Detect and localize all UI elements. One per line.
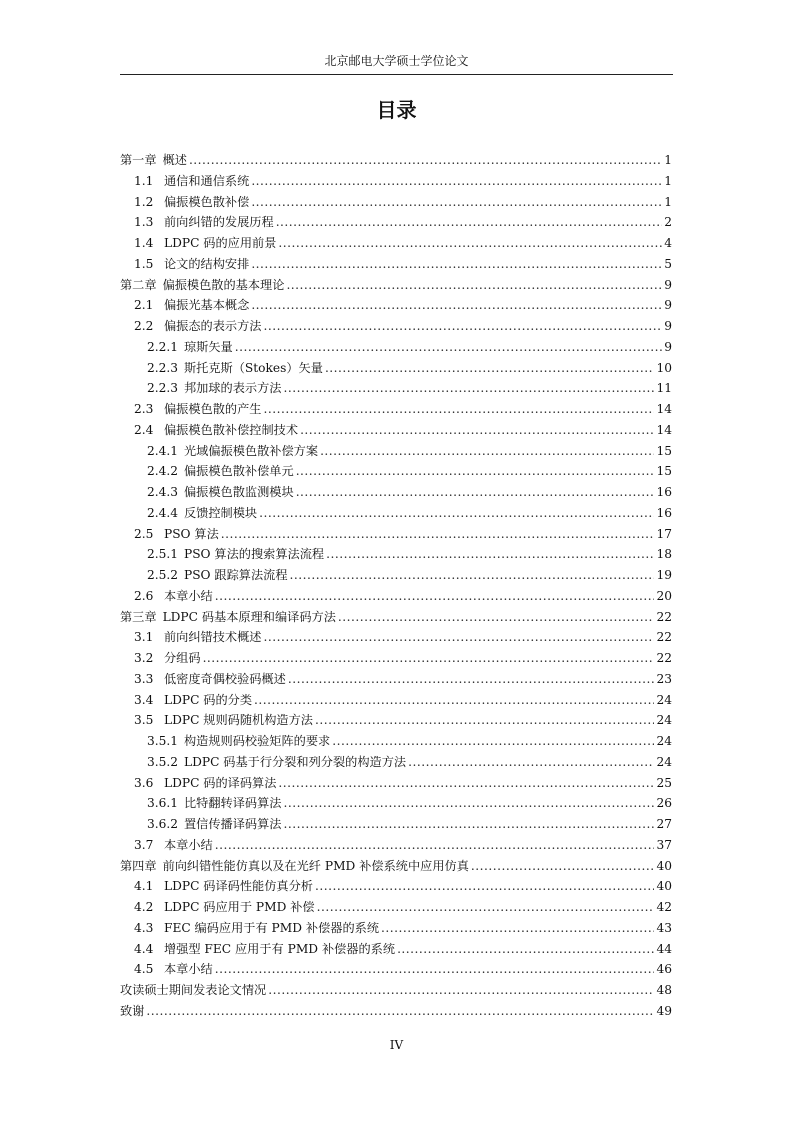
toc-entry-title: 前向纠错技术概述 <box>164 630 262 645</box>
dot-leader <box>268 980 654 1001</box>
dot-leader <box>286 275 662 296</box>
toc-entry-number: 第四章 <box>120 858 157 873</box>
dot-leader <box>278 773 654 794</box>
toc-entry-page: 26 <box>656 796 672 811</box>
toc-entry-number: 2.5.1 <box>147 547 179 562</box>
toc-entry-number: 3.6.2 <box>147 817 179 831</box>
toc-entry-number: 第一章 <box>120 153 157 167</box>
toc-entry[interactable] <box>120 275 672 296</box>
toc-entry-page: 1 <box>664 194 672 209</box>
page-title: 目录 <box>376 98 417 122</box>
dot-leader <box>325 358 655 379</box>
dot-leader <box>284 793 655 814</box>
toc-entry-title: 概述 <box>162 153 187 167</box>
dot-leader <box>296 461 655 482</box>
toc-entry-page: 25 <box>656 775 672 790</box>
toc-entry-page: 1 <box>664 173 672 188</box>
toc-entry-page: 40 <box>656 879 672 894</box>
toc-entry-title: 反馈控制模块 <box>184 505 258 520</box>
dot-leader <box>215 586 655 607</box>
toc-entry-page: 24 <box>656 754 672 769</box>
toc-entry[interactable] <box>120 607 672 628</box>
toc-entry-title: LDPC 码的译码算法 <box>164 775 277 790</box>
toc-entry-page: 24 <box>656 713 672 728</box>
toc-entry-title: 攻读硕士期间发表论文情况 <box>120 983 267 997</box>
toc-entry-page: 46 <box>656 962 672 977</box>
toc-entry-number: 1.3 <box>134 215 154 230</box>
toc-entry-number: 2.6 <box>134 588 154 603</box>
dot-leader <box>215 835 655 856</box>
toc-entry[interactable] <box>120 461 672 482</box>
page-number: IV <box>389 1038 404 1052</box>
toc-entry[interactable] <box>120 897 672 918</box>
toc-entry-number: 3.2 <box>134 651 154 665</box>
toc-entry-number: 2.4 <box>134 422 154 437</box>
toc-entry-title: 偏振模色散补偿控制技术 <box>164 422 299 437</box>
toc-entry-page: 4 <box>664 236 672 250</box>
toc-entry-title: 偏振模色散补偿单元 <box>184 464 294 479</box>
toc-entry-title: 偏振模色散监测模块 <box>184 485 294 499</box>
toc-entry[interactable] <box>120 150 672 171</box>
toc-entry-page: 15 <box>656 443 672 458</box>
toc-entry-page: 10 <box>656 360 672 375</box>
toc-entry[interactable] <box>120 192 672 213</box>
toc-entry[interactable] <box>120 918 672 939</box>
toc-entry-number: 2.2.3 <box>147 381 179 396</box>
toc-entry[interactable] <box>120 233 672 254</box>
toc-entry-number: 3.4 <box>134 692 154 707</box>
toc-entry[interactable] <box>120 835 672 856</box>
toc-entry-number: 4.5 <box>134 962 154 977</box>
toc-entry[interactable] <box>120 773 672 794</box>
toc-entry-title: LDPC 规则码随机构造方法 <box>164 713 313 728</box>
toc-entry-title: LDPC 码基于行分裂和列分裂的构造方法 <box>184 754 407 769</box>
toc-entry-title: PSO 算法 <box>164 526 219 541</box>
table-of-contents <box>120 150 672 1022</box>
toc-entry[interactable] <box>120 358 672 379</box>
toc-entry-number: 2.1 <box>134 298 154 313</box>
toc-entry[interactable] <box>120 752 672 773</box>
toc-entry[interactable] <box>120 856 672 877</box>
toc-entry-page: 23 <box>656 671 672 686</box>
dot-leader <box>276 212 662 233</box>
toc-entry-number: 2.2 <box>134 319 154 333</box>
toc-entry-title: LDPC 码的应用前景 <box>164 236 277 250</box>
toc-entry-title: 置信传播译码算法 <box>184 817 282 831</box>
toc-entry[interactable] <box>120 939 672 960</box>
toc-entry[interactable] <box>120 980 672 1001</box>
toc-entry-number: 2.5.2 <box>147 568 179 582</box>
dot-leader <box>397 939 654 960</box>
toc-entry-number: 3.6.1 <box>147 796 179 811</box>
toc-entry[interactable] <box>120 212 672 233</box>
toc-entry-page: 1 <box>664 153 672 167</box>
dot-leader <box>251 295 662 316</box>
toc-entry-title: 低密度奇偶校验码概述 <box>164 671 286 686</box>
toc-entry[interactable] <box>120 378 672 399</box>
toc-entry-number: 1.2 <box>134 194 154 209</box>
toc-entry-number: 2.4.4 <box>147 505 179 520</box>
toc-entry-title: 琼斯矢量 <box>184 339 233 354</box>
toc-entry-page: 42 <box>656 900 672 914</box>
dot-leader <box>332 731 654 752</box>
toc-entry[interactable] <box>120 524 672 545</box>
dot-leader <box>264 316 663 337</box>
toc-entry-number: 3.5.1 <box>147 734 179 748</box>
toc-entry[interactable] <box>120 710 672 731</box>
toc-entry-number: 3.1 <box>134 630 154 645</box>
toc-entry-title: PSO 算法的搜索算法流程 <box>184 547 325 562</box>
toc-entry-number: 3.7 <box>134 837 154 852</box>
toc-entry-page: 49 <box>656 1003 672 1018</box>
toc-entry-page: 9 <box>664 277 672 292</box>
toc-entry[interactable] <box>120 648 672 669</box>
dot-leader <box>221 524 655 545</box>
toc-entry[interactable] <box>120 337 672 358</box>
dot-leader <box>338 607 655 628</box>
dot-leader <box>215 959 655 980</box>
toc-entry-page: 2 <box>664 215 672 230</box>
toc-entry-number: 3.3 <box>134 671 154 686</box>
toc-entry-page: 9 <box>664 298 672 313</box>
toc-entry-title: 前向纠错的发展历程 <box>164 215 274 230</box>
toc-entry-page: 14 <box>656 402 672 416</box>
toc-entry-number: 3.5 <box>134 713 154 728</box>
toc-entry-page: 15 <box>656 464 672 479</box>
toc-entry-page: 20 <box>656 588 672 603</box>
toc-entry-number: 2.3 <box>134 402 154 416</box>
toc-entry-title: 通信和通信系统 <box>164 173 250 188</box>
toc-entry-number: 3.5.2 <box>147 754 179 769</box>
toc-entry-number: 1.4 <box>134 236 154 250</box>
toc-entry-page: 16 <box>656 505 672 520</box>
toc-entry[interactable] <box>120 503 672 524</box>
toc-entry-page: 16 <box>656 485 672 499</box>
dot-leader <box>317 897 655 918</box>
dot-leader <box>315 876 655 897</box>
toc-entry[interactable] <box>120 793 672 814</box>
toc-entry-page: 22 <box>656 651 672 665</box>
toc-entry[interactable] <box>120 254 672 275</box>
toc-entry-title: LDPC 码的分类 <box>164 692 253 707</box>
toc-entry-number: 1.5 <box>134 256 154 271</box>
toc-entry-title: 偏振态的表示方法 <box>164 319 262 333</box>
dot-leader <box>264 627 655 648</box>
dot-leader <box>235 337 662 358</box>
toc-entry[interactable] <box>120 171 672 192</box>
toc-entry-page: 43 <box>656 920 672 935</box>
toc-entry-page: 24 <box>656 734 672 748</box>
toc-entry-title: FEC 编码应用于有 PMD 补偿器的系统 <box>164 920 380 935</box>
toc-entry-number: 2.2.1 <box>147 339 179 354</box>
toc-entry-title: PSO 跟踪算法流程 <box>184 568 288 582</box>
toc-entry[interactable] <box>120 959 672 980</box>
dot-leader <box>315 710 655 731</box>
dot-leader <box>288 669 655 690</box>
toc-entry-title: 本章小结 <box>164 588 213 603</box>
toc-entry-page: 11 <box>656 381 672 396</box>
toc-entry-page: 24 <box>656 692 672 707</box>
toc-entry-page: 17 <box>656 526 672 541</box>
toc-entry-number: 2.2.3 <box>147 360 179 375</box>
toc-entry-title: 偏振模色散的产生 <box>164 402 262 416</box>
toc-entry-page: 9 <box>664 339 672 354</box>
toc-entry-title: 光域偏振模色散补偿方案 <box>184 443 319 458</box>
dot-leader <box>290 565 655 586</box>
toc-entry-number: 1.1 <box>134 173 154 188</box>
dot-leader <box>284 378 655 399</box>
dot-leader <box>381 918 654 939</box>
toc-entry-title: LDPC 码译码性能仿真分析 <box>164 879 313 894</box>
toc-entry-page: 22 <box>656 609 672 624</box>
toc-entry[interactable] <box>120 544 672 565</box>
toc-entry[interactable] <box>120 316 672 337</box>
toc-entry-number: 4.2 <box>134 900 154 914</box>
toc-entry-number: 4.1 <box>134 879 154 894</box>
toc-entry[interactable] <box>120 420 672 441</box>
dot-leader <box>284 814 655 835</box>
toc-entry-title: 偏振模色散的基本理论 <box>162 277 285 292</box>
toc-entry-title: 分组码 <box>164 651 201 665</box>
toc-entry-title: 本章小结 <box>164 962 213 977</box>
dot-leader <box>146 1001 654 1022</box>
toc-entry-number: 2.5 <box>134 526 154 541</box>
toc-entry[interactable] <box>120 627 672 648</box>
toc-entry-title: 前向纠错性能仿真以及在光纤 PMD 补偿系统中应用仿真 <box>162 858 469 873</box>
dot-leader <box>320 441 654 462</box>
dot-leader <box>408 752 654 773</box>
toc-entry-title: 致谢 <box>120 1003 145 1018</box>
toc-entry-title: 比特翻转译码算法 <box>184 796 282 811</box>
toc-entry[interactable] <box>120 669 672 690</box>
dot-leader <box>203 648 655 669</box>
toc-entry-page: 9 <box>664 319 672 333</box>
dot-leader <box>278 233 662 254</box>
dot-leader <box>251 192 662 213</box>
toc-entry-title: 本章小结 <box>164 837 213 852</box>
toc-entry[interactable] <box>120 441 672 462</box>
dot-leader <box>189 150 662 171</box>
dot-leader <box>254 690 654 711</box>
toc-entry-number: 第三章 <box>120 609 157 624</box>
toc-entry[interactable] <box>120 731 672 752</box>
toc-entry-number: 4.3 <box>134 920 154 935</box>
toc-entry-page: 5 <box>664 256 672 271</box>
toc-entry-number: 2.4.1 <box>147 443 179 458</box>
toc-entry-title: 构造规则码校验矩阵的要求 <box>184 734 331 748</box>
toc-entry[interactable] <box>120 814 672 835</box>
dot-leader <box>296 482 655 503</box>
toc-entry-title: 论文的结构安排 <box>164 256 250 271</box>
toc-entry-title: 偏振光基本概念 <box>164 298 250 313</box>
toc-entry[interactable] <box>120 565 672 586</box>
toc-entry-number: 第二章 <box>120 277 157 292</box>
toc-entry-title: LDPC 码基本原理和编译码方法 <box>162 609 336 624</box>
toc-entry-number: 2.4.3 <box>147 485 179 499</box>
toc-entry[interactable] <box>120 586 672 607</box>
dot-leader <box>264 399 655 420</box>
toc-entry[interactable] <box>120 876 672 897</box>
dot-leader <box>300 420 654 441</box>
toc-entry-page: 44 <box>656 941 672 956</box>
toc-entry[interactable] <box>120 1001 672 1022</box>
toc-entry-title: 斯托克斯（Stokes）矢量 <box>184 360 323 375</box>
dot-leader <box>326 544 654 565</box>
toc-entry-title: 偏振模色散补偿 <box>164 194 250 209</box>
toc-entry-number: 4.4 <box>134 941 154 956</box>
toc-entry-page: 22 <box>656 630 672 645</box>
toc-entry-page: 40 <box>656 858 672 873</box>
toc-entry-page: 48 <box>656 983 672 997</box>
dot-leader <box>251 254 662 275</box>
toc-entry-title: LDPC 码应用于 PMD 补偿 <box>164 900 315 914</box>
toc-entry-number: 2.4.2 <box>147 464 179 479</box>
running-header: 北京邮电大学硕士学位论文 <box>120 52 673 75</box>
dot-leader <box>259 503 654 524</box>
toc-entry-page: 14 <box>656 422 672 437</box>
toc-entry-page: 18 <box>656 547 672 562</box>
dot-leader <box>251 171 662 192</box>
toc-entry[interactable] <box>120 482 672 503</box>
toc-entry-page: 19 <box>656 568 672 582</box>
toc-entry[interactable] <box>120 399 672 420</box>
toc-entry[interactable] <box>120 690 672 711</box>
toc-entry-page: 27 <box>656 817 672 831</box>
dot-leader <box>471 856 655 877</box>
toc-entry-page: 37 <box>656 837 672 852</box>
toc-entry-number: 3.6 <box>134 775 154 790</box>
toc-entry-title: 增强型 FEC 应用于有 PMD 补偿器的系统 <box>164 941 396 956</box>
toc-entry-title: 邦加球的表示方法 <box>184 381 282 396</box>
toc-entry[interactable] <box>120 295 672 316</box>
